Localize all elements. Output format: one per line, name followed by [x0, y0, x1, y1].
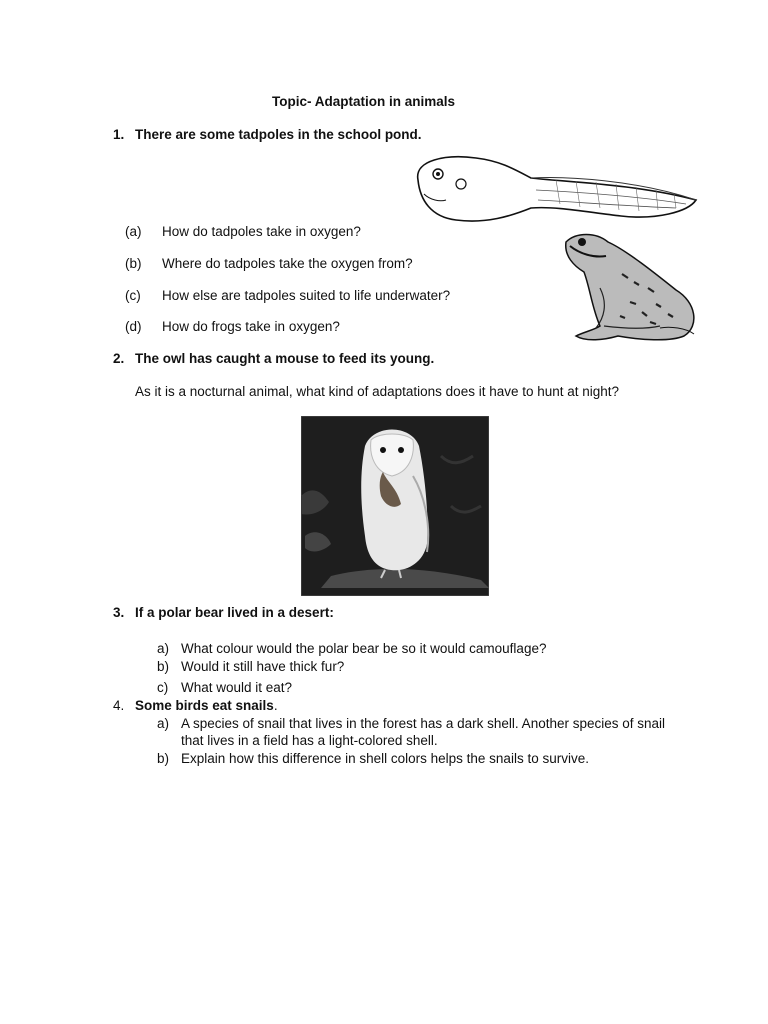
q2-heading: The owl has caught a mouse to feed its young.	[135, 351, 435, 366]
q1-item-a-text: How do tadpoles take in oxygen?	[162, 224, 361, 239]
q1-number: 1.	[113, 127, 125, 142]
q1-heading: There are some tadpoles in the school pond.	[135, 127, 422, 142]
q3-item-a-text: What colour would the polar bear be so it would camouflage?	[181, 641, 547, 656]
q2-body: As it is a nocturnal animal, what kind of adaptations does it have to hunt at night?	[135, 384, 620, 399]
q1-item-d-label: (d)	[125, 319, 142, 334]
tadpole-drawing	[406, 150, 701, 226]
q3-item-c-text: What would it eat?	[181, 680, 293, 695]
frog-drawing	[560, 228, 702, 346]
q3-number: 3.	[113, 605, 125, 620]
q4-heading-line	[135, 698, 278, 713]
q3-item-b-text: Would it still have thick fur?	[181, 659, 345, 674]
q4-item-a-label: a)	[157, 716, 170, 731]
q3-heading: If a polar bear lived in a desert:	[135, 605, 334, 620]
q2-number: 2.	[113, 351, 125, 366]
q4-heading-end: .	[273, 698, 278, 713]
owl-photo	[301, 416, 489, 596]
page-title: Topic- Adaptation in animals	[272, 94, 456, 109]
q1-item-a-label: (a)	[125, 224, 142, 239]
q4-item-b-label: b)	[157, 751, 170, 766]
q1-item-b-text: Where do tadpoles take the oxygen from?	[162, 256, 413, 271]
q4-item-b-line1: Explain how this difference in shell colors helps the snails to survive.	[181, 751, 589, 766]
q1-item-c-label: (c)	[125, 288, 141, 303]
q4-heading: Some birds eat snails	[135, 698, 274, 713]
q1-item-c-text: How else are tadpoles suited to life underwater?	[162, 288, 451, 303]
q3-item-a-label: a)	[157, 641, 170, 656]
q4-item-a-line1: A species of snail that lives in the forest has a dark shell. Another species of snail	[181, 716, 666, 731]
q1-item-d-text: How do frogs take in oxygen?	[162, 319, 340, 334]
q1-item-b-label: (b)	[125, 256, 142, 271]
q4-item-a-line2: that lives in a field has a light-colored shell.	[181, 733, 438, 748]
q3-item-b-label: b)	[157, 659, 170, 674]
q3-item-c-label: c)	[157, 680, 169, 695]
q4-number: 4.	[113, 698, 125, 713]
